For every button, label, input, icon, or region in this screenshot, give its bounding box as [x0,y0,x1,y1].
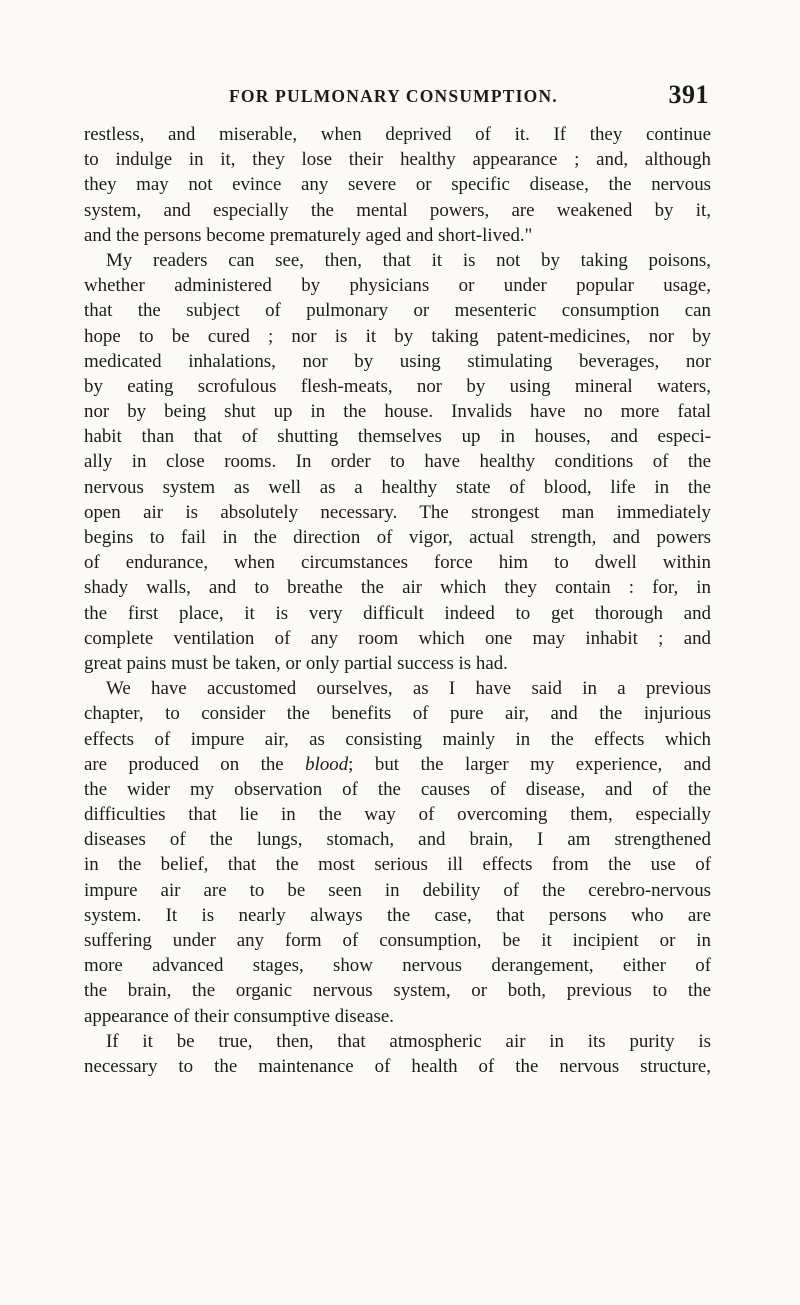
text-line: shady walls, and to breathe the air which they contain : for, in [84,577,711,599]
text-line: system, and especially the mental powers, are weakened by it, [84,199,711,221]
text-line: whether administered by physicians or under popular usage, [84,275,711,297]
text-line: complete ventilation of any room which one may inhabit ; and [84,627,711,649]
text-line: nervous system as well as a healthy state of blood, life in the [84,476,711,498]
text-line: open air is absolutely necessary. The strongest man immediately [84,501,711,523]
running-head [84,80,709,116]
text-line: that the subject of pulmonary or mesenteric consumption can [84,300,711,322]
text-line: the brain, the organic nervous system, or both, previous to the [84,980,711,1002]
text-line: impure air are to be seen in debility of the cerebro-nervous [84,879,711,901]
text-line: and the persons become prematurely aged and short-lived." [84,224,533,246]
page-number: 391 [668,80,709,109]
text-line: My readers can see, then, that it is not by taking poisons, [106,249,711,271]
text-line: difficulties that lie in the way of overcoming them, especially [84,804,711,826]
text-line: to indulge in it, they lose their healthy appearance ; and, although [84,149,711,171]
body-text [84,122,711,1079]
text-line: We have accustomed ourselves, as I have said in a previous [106,678,711,700]
text-line: medicated inhalations, nor by using stimulating beverages, nor [84,350,711,372]
text-line: suffering under any form of consumption, be it incipient or in [84,930,711,951]
text-line: nor by being shut up in the house. Invalids have no more fatal [84,401,711,423]
italic-word: blood [305,753,349,775]
text-line: of endurance, when circumstances force him to dwell within [84,552,711,574]
text-line-mixed [84,752,711,777]
text-line: appearance of their consumptive disease. [84,1005,394,1027]
text-line: they may not evince any severe or specific disease, the nervous [84,174,711,196]
text-line: the wider my observation of the causes of disease, and of the [84,778,711,800]
text-line: ally in close rooms. In order to have healthy conditions of the [84,451,711,473]
text-line: more advanced stages, show nervous derangement, either of [84,955,711,977]
text-line: begins to fail in the direction of vigor, actual strength, and powers [84,527,711,548]
text-segment: ; but the larger my experience, and [348,753,711,775]
text-line: restless, and miserable, when deprived of it. If they continue [84,124,711,145]
text-line: system. It is nearly always the case, that persons who are [84,904,711,926]
running-title: FOR PULMONARY CONSUMPTION. [229,86,558,106]
text-line: hope to be cured ; nor is it by taking patent-medicines, nor by [84,325,711,347]
text-line: chapter, to consider the benefits of pure air, and the injurious [84,703,711,725]
text-line: in the belief, that the most serious ill effects from the use of [84,854,711,876]
text-line: diseases of the lungs, stomach, and brain, I am strengthened [84,829,711,851]
text-line: by eating scrofulous flesh-meats, nor by using mineral waters, [84,375,711,397]
text-line: If it be true, then, that atmospheric air in its purity is [106,1030,711,1052]
text-line: the first place, it is very difficult indeed to get thorough and [84,602,711,624]
text-line: effects of impure air, as consisting mainly in the effects which [84,728,711,750]
text-line: great pains must be taken, or only partial success is had. [84,652,508,674]
text-segment: are produced on the [84,753,284,775]
text-line: necessary to the maintenance of health of the nervous structure, [84,1055,711,1077]
text-line: habit than that of shutting themselves up in houses, and especi- [84,426,711,448]
